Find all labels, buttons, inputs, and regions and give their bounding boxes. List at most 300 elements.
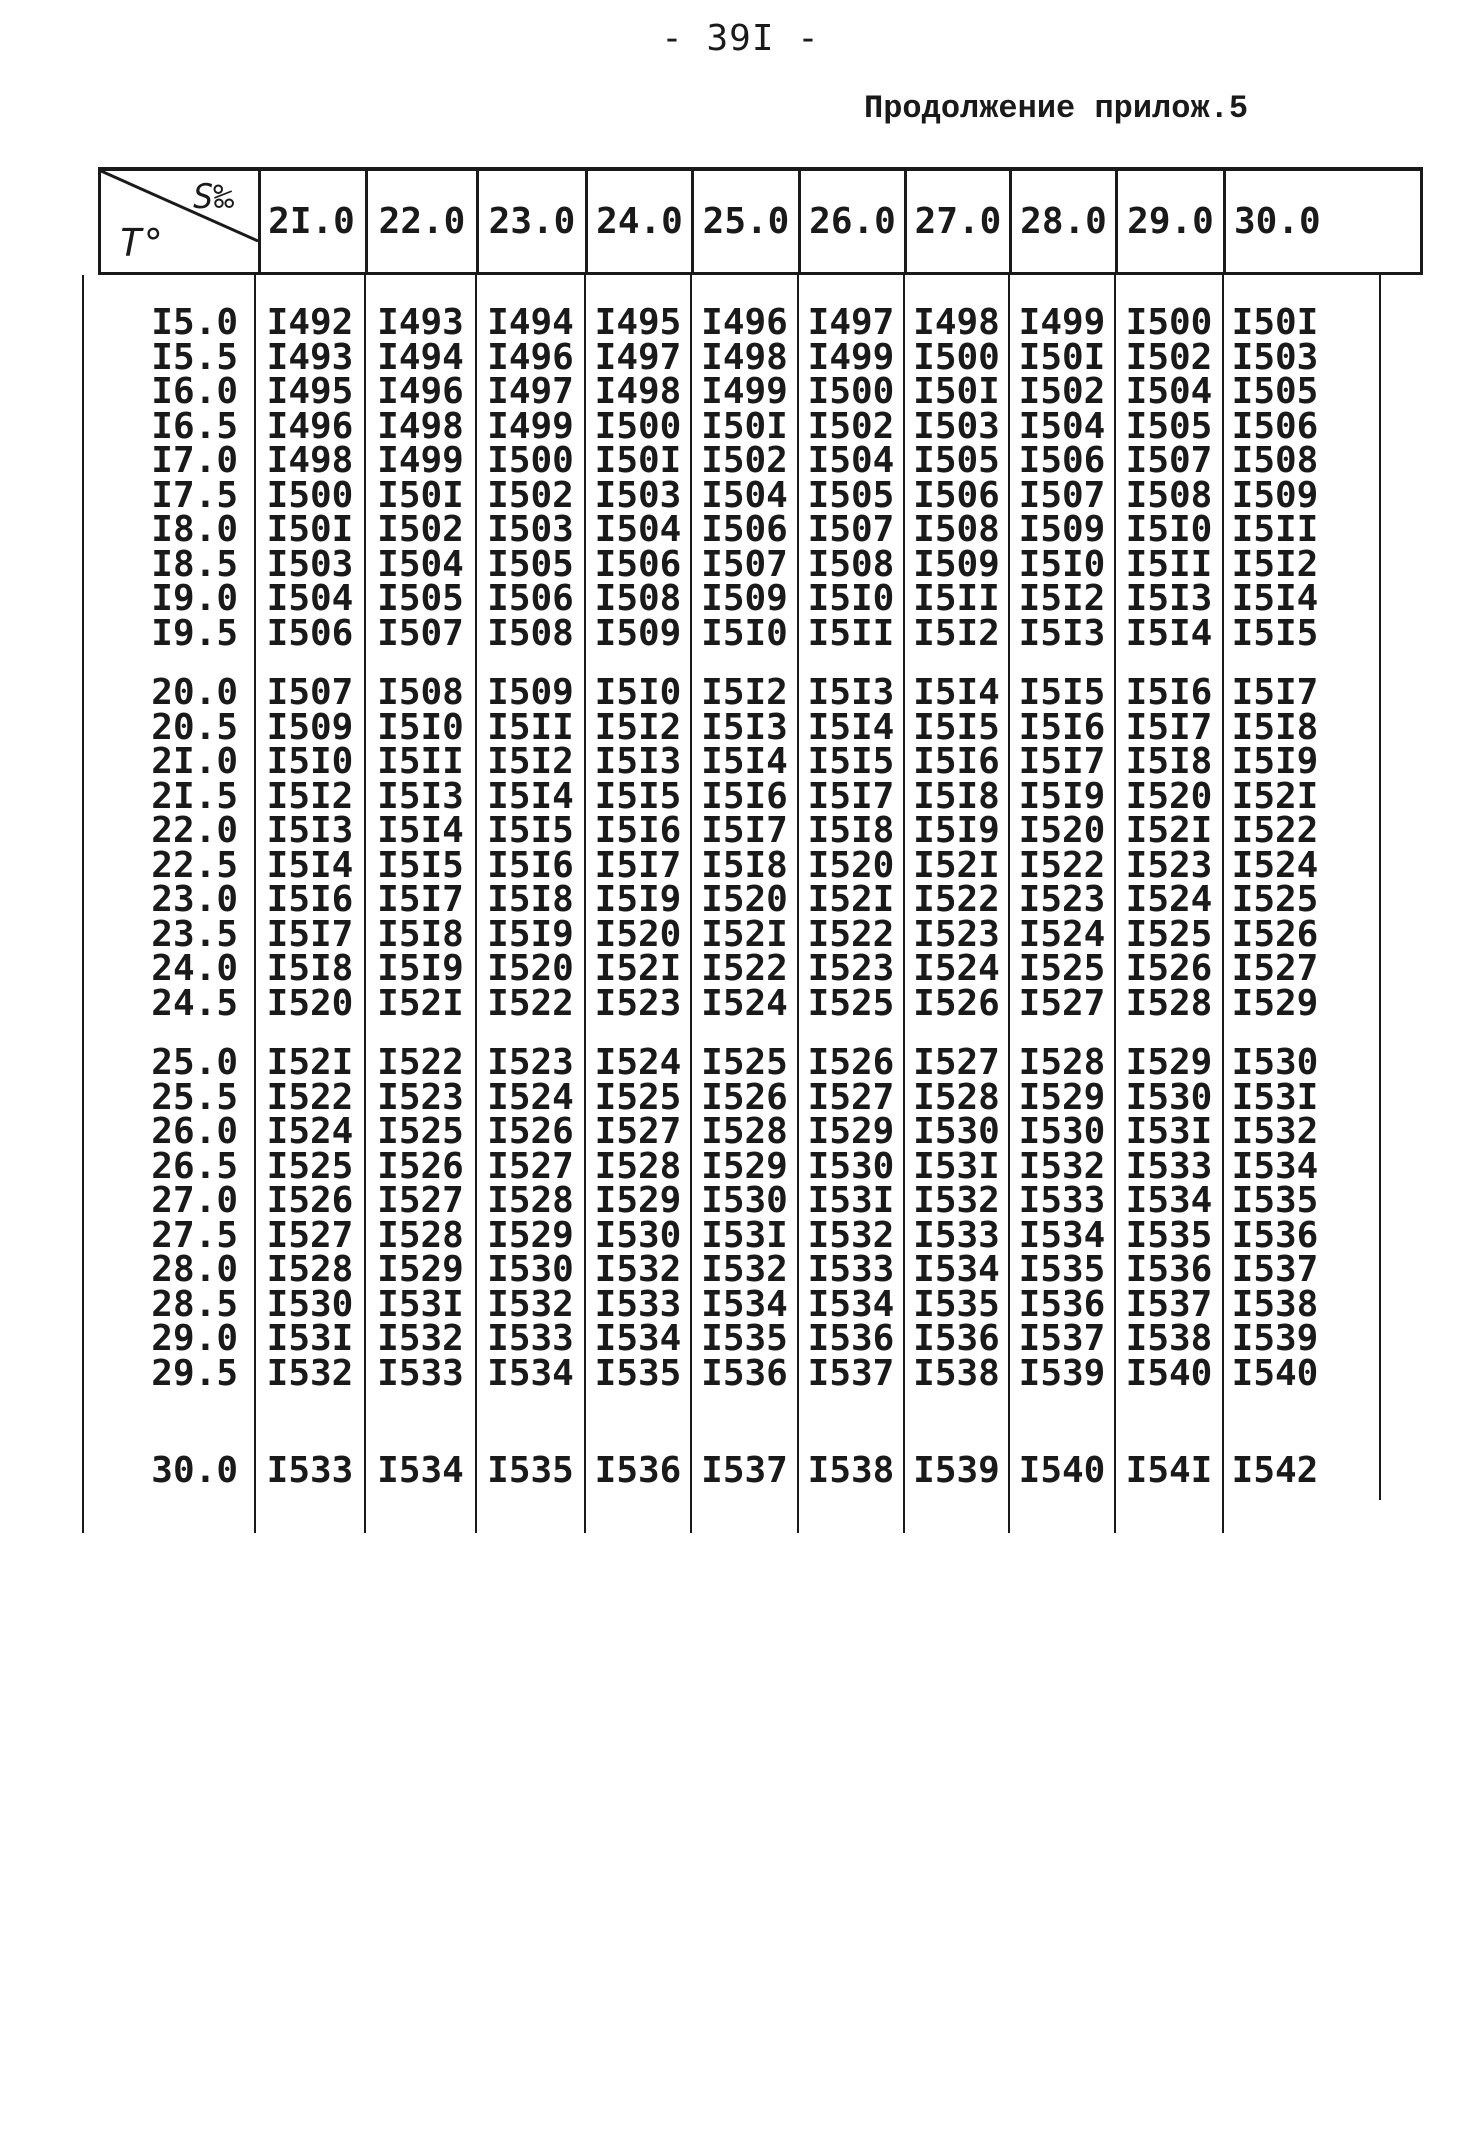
- temperature-cell: I5.5: [151, 336, 238, 378]
- value-cell: I508: [1125, 474, 1213, 516]
- table-row: [98, 440, 1423, 481]
- temperature-cell: I6.0: [151, 371, 238, 412]
- table-row: [98, 1214, 1423, 1256]
- temperature-cell: 20.0: [151, 672, 238, 713]
- value-cell: I498: [377, 405, 464, 447]
- column-header: 30.0: [1234, 201, 1321, 242]
- value-cell: I500: [266, 474, 354, 516]
- value-cell: I525: [594, 1076, 682, 1118]
- column-header: 29.0: [1118, 171, 1226, 272]
- column-header: 26.0: [801, 171, 907, 272]
- value-cell: I5I9: [913, 810, 1000, 851]
- value-cell: I5I8: [701, 844, 788, 886]
- table-row: [98, 1042, 1423, 1083]
- continuation-title: Продолжение прилож.5: [864, 90, 1249, 127]
- value-cell: I525: [701, 1042, 788, 1083]
- value-cell: I503: [594, 474, 682, 516]
- table-row: [98, 1249, 1423, 1290]
- value-cell: I535: [701, 1318, 788, 1359]
- value-cell: I523: [1125, 844, 1213, 886]
- value-cell: I5I8: [807, 810, 895, 851]
- table-row: [98, 578, 1423, 619]
- value-cell: I493: [377, 302, 464, 343]
- value-cell: I50I: [701, 405, 788, 447]
- value-cell: I495: [594, 302, 682, 343]
- column-header: 24.0: [588, 171, 694, 272]
- value-cell: I5I6: [487, 844, 574, 886]
- value-cell: I5I4: [377, 810, 464, 851]
- value-cell: I5I7: [1125, 706, 1213, 748]
- value-cell: I522: [1231, 810, 1319, 851]
- value-cell: I5I3: [266, 810, 354, 851]
- value-cell: I509: [1018, 509, 1106, 550]
- value-cell: I499: [487, 405, 574, 447]
- value-cell: I5I4: [913, 672, 1000, 713]
- value-cell: I530: [807, 1145, 895, 1187]
- value-cell: I50I: [1018, 336, 1106, 378]
- value-cell: I536: [1018, 1283, 1106, 1325]
- value-cell: I529: [487, 1214, 574, 1256]
- value-cell: I538: [1231, 1283, 1319, 1325]
- table-row: [98, 844, 1423, 886]
- value-cell: I5I5: [807, 741, 895, 782]
- value-cell: I532: [594, 1249, 682, 1290]
- value-cell: I5I4: [487, 775, 574, 817]
- value-cell: I522: [913, 879, 1000, 920]
- corner-cell: [101, 171, 261, 272]
- table-row: [98, 948, 1423, 989]
- value-cell: I530: [1125, 1076, 1213, 1118]
- value-cell: I5I2: [913, 612, 1000, 654]
- value-cell: I525: [266, 1145, 354, 1187]
- value-cell: I520: [807, 844, 895, 886]
- value-cell: I53I: [913, 1145, 1000, 1187]
- value-cell: I503: [913, 405, 1000, 447]
- value-cell: I492: [266, 302, 354, 343]
- value-cell: I502: [701, 440, 788, 481]
- value-cell: I497: [487, 371, 574, 412]
- column-header: 22.0: [368, 171, 479, 272]
- value-cell: I5I8: [1125, 741, 1213, 782]
- value-cell: I498: [594, 371, 682, 412]
- value-cell: I529: [701, 1145, 788, 1187]
- value-cell: I528: [487, 1180, 574, 1221]
- value-cell: I529: [807, 1111, 895, 1152]
- temperature-cell: 26.5: [151, 1145, 238, 1187]
- value-cell: I522: [1018, 844, 1106, 886]
- value-cell: I526: [913, 982, 1000, 1024]
- value-cell: I527: [913, 1042, 1000, 1083]
- column-header: 25.0: [694, 171, 801, 272]
- value-cell: I504: [807, 440, 895, 481]
- value-cell: I508: [594, 578, 682, 619]
- value-cell: I53I: [1125, 1111, 1213, 1152]
- value-cell: I5I7: [594, 844, 682, 886]
- value-cell: I5I7: [807, 775, 895, 817]
- value-cell: I534: [701, 1283, 788, 1325]
- value-cell: I532: [487, 1283, 574, 1325]
- value-cell: I5II: [1231, 509, 1319, 550]
- value-cell: I506: [594, 543, 682, 585]
- value-cell: I5I0: [1018, 543, 1106, 585]
- value-cell: I528: [594, 1145, 682, 1187]
- value-cell: I528: [1125, 982, 1213, 1024]
- table-row: [98, 543, 1423, 585]
- value-cell: I509: [1231, 474, 1319, 516]
- value-cell: I534: [487, 1352, 574, 1394]
- value-cell: I524: [701, 982, 788, 1024]
- value-cell: I528: [266, 1249, 354, 1290]
- value-cell: I496: [701, 302, 788, 343]
- value-cell: I494: [377, 336, 464, 378]
- value-cell: I536: [1231, 1214, 1319, 1256]
- value-cell: I493: [266, 336, 354, 378]
- value-cell: I527: [487, 1145, 574, 1187]
- value-cell: I524: [594, 1042, 682, 1083]
- value-cell: I5II: [377, 741, 464, 782]
- value-cell: I508: [913, 509, 1000, 550]
- value-cell: I520: [266, 982, 354, 1024]
- value-cell: I535: [913, 1283, 1000, 1325]
- value-cell: I5I2: [266, 775, 354, 817]
- table-row: [98, 1450, 1423, 1491]
- value-cell: I528: [1018, 1042, 1106, 1083]
- value-cell: I532: [913, 1180, 1000, 1221]
- value-cell: I505: [1125, 405, 1213, 447]
- value-cell: I499: [807, 336, 895, 378]
- value-cell: I527: [594, 1111, 682, 1152]
- value-cell: I5I5: [487, 810, 574, 851]
- value-cell: I535: [487, 1450, 574, 1491]
- value-cell: I506: [487, 578, 574, 619]
- value-cell: I5I9: [594, 879, 682, 920]
- value-cell: I522: [487, 982, 574, 1024]
- value-cell: I52I: [807, 879, 895, 920]
- value-cell: I502: [487, 474, 574, 516]
- table-row: [98, 879, 1423, 920]
- value-cell: I537: [1231, 1249, 1319, 1290]
- value-cell: I503: [266, 543, 354, 585]
- value-cell: I5I4: [266, 844, 354, 886]
- value-cell: I5I5: [1018, 672, 1106, 713]
- value-cell: I507: [1125, 440, 1213, 481]
- value-cell: I535: [1125, 1214, 1213, 1256]
- value-cell: I530: [913, 1111, 1000, 1152]
- value-cell: I525: [807, 982, 895, 1024]
- value-cell: I5I7: [701, 810, 788, 851]
- value-cell: I494: [487, 302, 574, 343]
- value-cell: I53I: [701, 1214, 788, 1256]
- value-cell: I526: [1231, 913, 1319, 955]
- table-row: [98, 706, 1423, 748]
- value-cell: I523: [487, 1042, 574, 1083]
- value-cell: I5I2: [1018, 578, 1106, 619]
- value-cell: I507: [1018, 474, 1106, 516]
- value-cell: I534: [913, 1249, 1000, 1290]
- value-cell: I537: [807, 1352, 895, 1394]
- value-cell: I507: [701, 543, 788, 585]
- temperature-cell: 23.0: [151, 879, 238, 920]
- value-cell: I522: [807, 913, 895, 955]
- value-cell: I535: [594, 1352, 682, 1394]
- temperature-cell: 22.0: [151, 810, 238, 851]
- value-cell: I5I8: [913, 775, 1000, 817]
- column-header: 28.0: [1012, 171, 1118, 272]
- value-cell: I535: [1018, 1249, 1106, 1290]
- value-cell: I536: [913, 1318, 1000, 1359]
- value-cell: I525: [1231, 879, 1319, 920]
- value-cell: I542: [1231, 1450, 1319, 1491]
- temperature-cell: I8.0: [151, 509, 238, 550]
- value-cell: I527: [807, 1076, 895, 1118]
- table-row: [98, 336, 1423, 378]
- temperature-cell: I6.5: [151, 405, 238, 447]
- value-cell: I534: [377, 1450, 464, 1491]
- value-cell: I538: [1125, 1318, 1213, 1359]
- value-cell: I524: [266, 1111, 354, 1152]
- value-cell: I526: [807, 1042, 895, 1083]
- value-cell: I5I7: [266, 913, 354, 955]
- value-cell: I504: [266, 578, 354, 619]
- value-cell: I537: [701, 1450, 788, 1491]
- value-cell: I533: [266, 1450, 354, 1491]
- value-cell: I5I3: [1125, 578, 1213, 619]
- value-cell: I509: [266, 706, 354, 748]
- value-cell: I530: [266, 1283, 354, 1325]
- value-cell: I497: [594, 336, 682, 378]
- temperature-cell: 24.5: [151, 982, 238, 1024]
- table-row: [98, 1076, 1423, 1118]
- value-cell: I523: [377, 1076, 464, 1118]
- value-cell: I498: [913, 302, 1000, 343]
- value-cell: I5I3: [701, 706, 788, 748]
- temperature-cell: 23.5: [151, 913, 238, 955]
- value-cell: I502: [807, 405, 895, 447]
- value-cell: I540: [1125, 1352, 1213, 1394]
- value-cell: I496: [487, 336, 574, 378]
- table-row: [98, 612, 1423, 654]
- value-cell: I537: [1125, 1283, 1213, 1325]
- temperature-cell: 27.0: [151, 1180, 238, 1221]
- value-cell: I532: [807, 1214, 895, 1256]
- value-cell: I500: [594, 405, 682, 447]
- value-cell: I5II: [487, 706, 574, 748]
- value-cell: I502: [377, 509, 464, 550]
- value-cell: I506: [1018, 440, 1106, 481]
- value-cell: I502: [1125, 336, 1213, 378]
- value-cell: I505: [807, 474, 895, 516]
- value-cell: I533: [1125, 1145, 1213, 1187]
- value-cell: I536: [701, 1352, 788, 1394]
- value-cell: I522: [701, 948, 788, 989]
- value-cell: I5I8: [487, 879, 574, 920]
- value-cell: I5I9: [1231, 741, 1319, 782]
- value-cell: I5I6: [1125, 672, 1213, 713]
- value-cell: I537: [1018, 1318, 1106, 1359]
- value-cell: I520: [594, 913, 682, 955]
- value-cell: I533: [594, 1283, 682, 1325]
- temperature-cell: I8.5: [151, 543, 238, 585]
- value-cell: I53I: [807, 1180, 895, 1221]
- value-cell: I538: [913, 1352, 1000, 1394]
- value-cell: I5I5: [1231, 612, 1319, 654]
- value-cell: I520: [1018, 810, 1106, 851]
- temperature-cell: 30.0: [151, 1450, 238, 1491]
- table-row: [98, 302, 1423, 343]
- temperature-cell: 25.0: [151, 1042, 238, 1083]
- value-cell: I5I6: [701, 775, 788, 817]
- value-cell: I532: [377, 1318, 464, 1359]
- value-cell: I5I3: [594, 741, 682, 782]
- value-cell: I5I0: [377, 706, 464, 748]
- table-row: [98, 474, 1423, 516]
- value-cell: I5I7: [1231, 672, 1319, 713]
- value-cell: I52I: [594, 948, 682, 989]
- value-cell: I5I3: [1018, 612, 1106, 654]
- value-cell: I535: [1231, 1180, 1319, 1221]
- temperature-cell: I9.0: [151, 578, 238, 619]
- value-cell: I507: [807, 509, 895, 550]
- value-cell: I5II: [1125, 543, 1213, 585]
- value-cell: I532: [266, 1352, 354, 1394]
- temperature-cell: I7.0: [151, 440, 238, 481]
- value-cell: I509: [913, 543, 1000, 585]
- value-cell: I52I: [377, 982, 464, 1024]
- value-cell: I5II: [807, 612, 895, 654]
- value-cell: I507: [266, 672, 354, 713]
- value-cell: I506: [266, 612, 354, 654]
- table-header: [98, 167, 1423, 275]
- value-cell: I523: [807, 948, 895, 989]
- value-cell: I520: [701, 879, 788, 920]
- value-cell: I524: [487, 1076, 574, 1118]
- value-cell: I5I2: [701, 672, 788, 713]
- table-row: [98, 405, 1423, 447]
- value-cell: I52I: [1231, 775, 1319, 817]
- value-cell: I530: [1018, 1111, 1106, 1152]
- value-cell: I526: [1125, 948, 1213, 989]
- value-cell: I533: [1018, 1180, 1106, 1221]
- value-cell: I50I: [594, 440, 682, 481]
- value-cell: I5I8: [266, 948, 354, 989]
- value-cell: I534: [1125, 1180, 1213, 1221]
- value-cell: I5I5: [594, 775, 682, 817]
- value-cell: I53I: [377, 1283, 464, 1325]
- value-cell: I538: [807, 1450, 895, 1491]
- value-cell: I522: [377, 1042, 464, 1083]
- column-header: 2I.0: [258, 171, 368, 272]
- value-cell: I5I5: [377, 844, 464, 886]
- table-row: [98, 741, 1423, 782]
- value-cell: I50I: [266, 509, 354, 550]
- temperature-cell: I5.0: [151, 302, 238, 343]
- value-cell: I536: [807, 1318, 895, 1359]
- value-cell: I525: [1125, 913, 1213, 955]
- temperature-cell: 20.5: [151, 706, 238, 748]
- value-cell: I532: [1018, 1145, 1106, 1187]
- value-cell: I499: [377, 440, 464, 481]
- value-cell: I5I2: [487, 741, 574, 782]
- value-cell: I532: [1231, 1111, 1319, 1152]
- table-row: [98, 810, 1423, 851]
- value-cell: I524: [1125, 879, 1213, 920]
- left-rule: [82, 275, 84, 1533]
- temperature-cell: 24.0: [151, 948, 238, 989]
- temperature-label: T°: [119, 221, 165, 265]
- value-cell: I5I9: [1018, 775, 1106, 817]
- value-cell: I533: [807, 1249, 895, 1290]
- value-cell: I5I3: [377, 775, 464, 817]
- value-cell: I530: [594, 1214, 682, 1256]
- value-cell: I495: [266, 371, 354, 412]
- salinity-label: S‰: [193, 177, 234, 217]
- value-cell: I5I4: [701, 741, 788, 782]
- value-cell: I533: [377, 1352, 464, 1394]
- value-cell: I529: [594, 1180, 682, 1221]
- value-cell: I530: [487, 1249, 574, 1290]
- value-cell: I5I7: [1018, 741, 1106, 782]
- value-cell: I533: [487, 1318, 574, 1359]
- value-cell: I524: [1231, 844, 1319, 886]
- table-row: [98, 1145, 1423, 1187]
- column-header: 27.0: [907, 171, 1012, 272]
- value-cell: I5I0: [1125, 509, 1213, 550]
- value-cell: I505: [913, 440, 1000, 481]
- value-cell: I52I: [1125, 810, 1213, 851]
- value-cell: I534: [1018, 1214, 1106, 1256]
- table-row: [98, 1283, 1423, 1325]
- value-cell: I525: [1018, 948, 1106, 989]
- value-cell: I526: [377, 1145, 464, 1187]
- value-cell: I527: [377, 1180, 464, 1221]
- value-cell: I540: [1231, 1352, 1319, 1394]
- value-cell: I525: [377, 1111, 464, 1152]
- value-cell: I5I4: [1125, 612, 1213, 654]
- value-cell: I5I4: [1231, 578, 1319, 619]
- temperature-cell: 28.0: [151, 1249, 238, 1290]
- value-cell: I5I0: [701, 612, 788, 654]
- value-cell: I509: [594, 612, 682, 654]
- table-row: [98, 509, 1423, 550]
- value-cell: I5I7: [377, 879, 464, 920]
- value-cell: I50I: [1231, 302, 1319, 343]
- value-cell: I508: [487, 612, 574, 654]
- value-cell: I499: [701, 371, 788, 412]
- temperature-cell: 29.0: [151, 1318, 238, 1359]
- value-cell: I509: [487, 672, 574, 713]
- value-cell: I500: [807, 371, 895, 412]
- value-cell: I536: [594, 1450, 682, 1491]
- value-cell: I529: [1018, 1076, 1106, 1118]
- value-cell: I529: [1125, 1042, 1213, 1083]
- value-cell: I5I5: [913, 706, 1000, 748]
- value-cell: I498: [701, 336, 788, 378]
- value-cell: I539: [913, 1450, 1000, 1491]
- value-cell: I505: [377, 578, 464, 619]
- value-cell: I5I6: [1018, 706, 1106, 748]
- value-cell: I504: [1125, 371, 1213, 412]
- value-cell: I50I: [377, 474, 464, 516]
- value-cell: I540: [1018, 1450, 1106, 1491]
- temperature-cell: I9.5: [151, 612, 238, 654]
- table-row: [98, 1180, 1423, 1221]
- value-cell: I5I9: [377, 948, 464, 989]
- value-cell: I527: [266, 1214, 354, 1256]
- table-body: [98, 275, 1423, 1533]
- value-cell: I5I6: [266, 879, 354, 920]
- value-cell: I539: [1018, 1352, 1106, 1394]
- value-cell: I500: [487, 440, 574, 481]
